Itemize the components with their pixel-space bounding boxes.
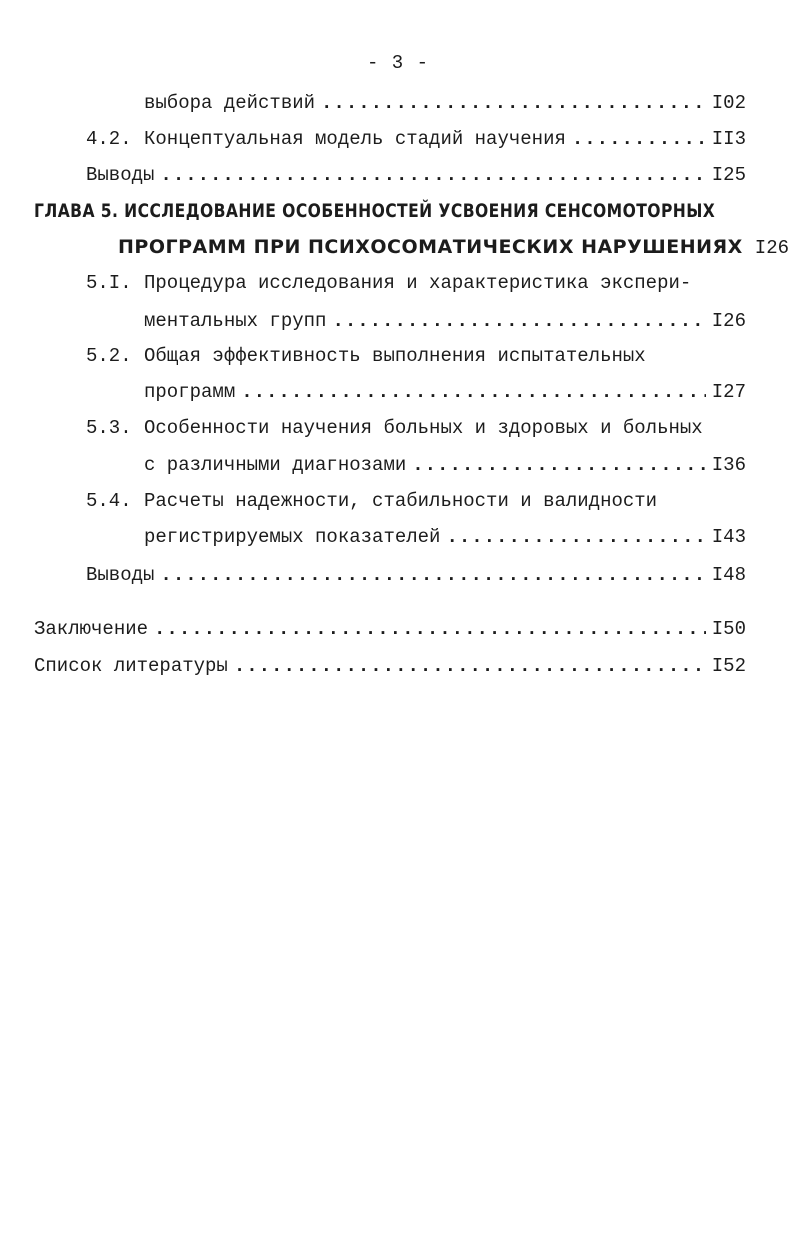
toc-entry-text: Выводы bbox=[86, 164, 155, 186]
toc-entry-text: Концептуальная модель стадий научения bbox=[144, 128, 566, 150]
dot-leader bbox=[241, 379, 706, 405]
toc-entry-page: I48 bbox=[711, 564, 746, 586]
toc-entry bbox=[144, 90, 746, 116]
toc-entry bbox=[118, 234, 790, 260]
toc-entry-text: ментальных групп bbox=[144, 310, 327, 332]
toc-entry-page: I02 bbox=[711, 92, 746, 114]
dot-leader bbox=[154, 616, 706, 642]
chapter-heading-text: ПРОГРАММ ПРИ ПСИХОСОМАТИЧЕСКИХ НАРУШЕНИЯХ bbox=[118, 236, 743, 258]
section-number: 5.4. bbox=[86, 490, 132, 512]
toc-entry-page: I27 bbox=[711, 381, 746, 403]
toc-entry-text: Особенности научения больных и здоровых и больных bbox=[144, 417, 703, 439]
toc-entry-page: I25 bbox=[711, 164, 746, 186]
toc-entry bbox=[144, 452, 746, 478]
toc-entry bbox=[86, 415, 706, 441]
toc-entry-text: Общая эффективность выполнения испытательных bbox=[144, 345, 646, 367]
toc-entry bbox=[144, 308, 746, 334]
toc-entry-page: I26 bbox=[711, 310, 746, 332]
section-number: 4.2. bbox=[86, 128, 132, 150]
toc-entry-page: I52 bbox=[711, 655, 746, 677]
toc-entry-page: I36 bbox=[711, 454, 746, 476]
toc-entry-text: Расчеты надежности, стабильности и валидности bbox=[144, 490, 658, 512]
toc-entry-text: Заключение bbox=[34, 618, 149, 640]
dot-leader bbox=[332, 308, 705, 334]
dot-leader bbox=[321, 90, 706, 116]
toc-entry bbox=[34, 653, 746, 679]
section-number: 5.3. bbox=[86, 417, 132, 439]
toc-entry-text: с различными диагнозами bbox=[144, 454, 407, 476]
toc-entry-page: II3 bbox=[711, 128, 746, 150]
toc-entry bbox=[86, 343, 706, 369]
toc-entry bbox=[86, 270, 706, 296]
page-number: - 3 - bbox=[366, 52, 429, 74]
toc-entry bbox=[86, 488, 706, 514]
section-number: 5.I. bbox=[86, 272, 132, 294]
toc-entry bbox=[86, 126, 746, 152]
toc-entry bbox=[34, 616, 746, 642]
dot-leader bbox=[412, 452, 706, 478]
dot-leader bbox=[160, 162, 705, 188]
toc-entry bbox=[86, 562, 746, 588]
dot-leader bbox=[446, 524, 705, 550]
chapter-heading-text: ГЛАВА 5. ИССЛЕДОВАНИЕ ОСОБЕННОСТЕЙ УСВОЕНИЯ СЕНСОМОТОРНЫХ bbox=[34, 200, 716, 222]
toc-entry bbox=[86, 162, 746, 188]
dot-leader bbox=[160, 562, 705, 588]
toc-entry-text: регистрируемых показателей bbox=[144, 526, 441, 548]
toc-entry-page: I26 bbox=[754, 237, 790, 259]
toc-entry-text: выбора действий bbox=[144, 92, 316, 114]
chapter-heading bbox=[34, 198, 716, 224]
toc-entry bbox=[144, 379, 746, 405]
toc-entry-text: программ bbox=[144, 381, 236, 403]
toc-entry-text: Процедура исследования и характеристика экспери- bbox=[144, 272, 692, 294]
toc-entry-text: Список литературы bbox=[34, 655, 228, 677]
dot-leader bbox=[572, 126, 706, 152]
toc-entry-page: I43 bbox=[711, 526, 746, 548]
toc-entry bbox=[144, 524, 746, 550]
dot-leader bbox=[234, 653, 706, 679]
section-number: 5.2. bbox=[86, 345, 132, 367]
toc-entry-page: I50 bbox=[711, 618, 746, 640]
toc-entry-text: Выводы bbox=[86, 564, 155, 586]
